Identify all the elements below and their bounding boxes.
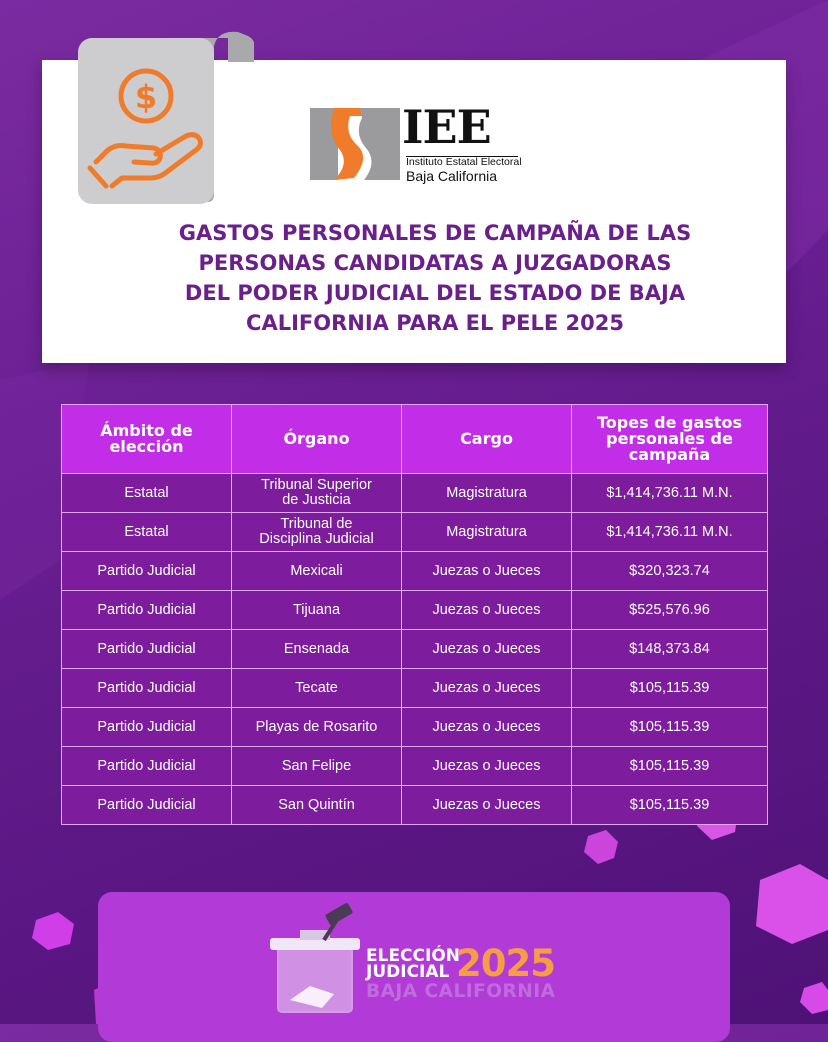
brand-year: 2025 — [456, 942, 555, 985]
cell-text: de Justicia — [282, 492, 351, 508]
election-brand — [366, 942, 556, 1002]
table-row — [62, 786, 768, 825]
cell-text: Estatal — [124, 523, 169, 540]
cell-text: Tijuana — [292, 601, 341, 618]
table-cell — [62, 786, 232, 825]
table-cell — [62, 474, 232, 513]
table-cell — [572, 747, 768, 786]
title-line: DEL PODER JUDICIAL DEL ESTADO DE BAJA — [184, 281, 686, 305]
table-row — [62, 747, 768, 786]
cell-text: Partido Judicial — [97, 679, 196, 696]
table-cell — [402, 747, 572, 786]
table-cell — [402, 513, 572, 552]
cell-text: Partido Judicial — [97, 796, 196, 813]
cell-text: Tribunal de — [280, 516, 353, 532]
table-cell — [232, 669, 402, 708]
table-row — [62, 708, 768, 747]
column-header-line: personales de — [606, 429, 733, 448]
cell-text: Magistratura — [446, 523, 527, 540]
column-header — [572, 405, 768, 474]
iee-logo — [310, 100, 525, 188]
table-cell — [62, 708, 232, 747]
table-cell — [62, 591, 232, 630]
title-line: PERSONAS CANDIDATAS A JUZGADORAS — [198, 251, 672, 275]
table-row — [62, 669, 768, 708]
table-cell — [232, 747, 402, 786]
cell-text: Partido Judicial — [97, 757, 196, 774]
column-header-line: Órgano — [283, 429, 350, 448]
column-header-line: elección — [109, 437, 184, 456]
title-line: CALIFORNIA PARA EL PELE 2025 — [246, 311, 624, 335]
table-cell — [402, 630, 572, 669]
column-header-line: Ámbito de — [100, 421, 193, 440]
column-header — [232, 405, 402, 474]
cell-text: Partido Judicial — [97, 640, 196, 657]
cell-text: $1,414,736.11 M.N. — [606, 523, 733, 540]
cell-text: Tecate — [295, 679, 338, 696]
column-header-line: Topes de gastos — [597, 413, 742, 432]
table-row — [62, 630, 768, 669]
cell-text: Partido Judicial — [97, 601, 196, 618]
table-cell — [232, 552, 402, 591]
cell-text: Juezas o Jueces — [432, 718, 541, 735]
column-header-line: campaña — [628, 445, 711, 464]
table-row — [62, 591, 768, 630]
table-cell — [572, 552, 768, 591]
cell-text: $105,115.39 — [629, 796, 710, 813]
cell-text: Mexicali — [290, 562, 343, 579]
brand-line-eleccion: ELECCIÓN — [366, 946, 461, 966]
page-title — [100, 218, 770, 338]
table-row — [62, 513, 768, 552]
cell-text: San Felipe — [281, 757, 352, 774]
cell-text: Juezas o Jueces — [432, 562, 541, 579]
table-cell — [232, 630, 402, 669]
table-cell — [232, 786, 402, 825]
cell-text: Juezas o Jueces — [432, 601, 541, 618]
table-cell — [402, 786, 572, 825]
table-cell — [232, 591, 402, 630]
table-cell — [572, 630, 768, 669]
table-cell — [572, 786, 768, 825]
table-row — [62, 552, 768, 591]
logo-institute-name: Instituto Estatal Electoral — [406, 156, 522, 168]
cell-text: Ensenada — [283, 640, 350, 657]
cell-text: Juezas o Jueces — [432, 796, 541, 813]
logo-state-name: Baja California — [406, 168, 498, 184]
table-cell — [62, 552, 232, 591]
table-cell — [232, 513, 402, 552]
table-cell — [62, 669, 232, 708]
table-cell — [572, 513, 768, 552]
table-row — [62, 474, 768, 513]
cell-text: Tribunal Superior — [261, 477, 372, 493]
brand-line-state: BAJA CALIFORNIA — [366, 981, 556, 1002]
cell-text: Partido Judicial — [97, 562, 196, 579]
column-header-line: Cargo — [460, 429, 513, 448]
table-cell — [402, 591, 572, 630]
cell-text: Disciplina Judicial — [259, 531, 374, 547]
cell-text: Partido Judicial — [97, 718, 196, 735]
cell-text: Juezas o Jueces — [432, 640, 541, 657]
cell-text: San Quintín — [278, 796, 355, 813]
table-cell — [402, 552, 572, 591]
column-header — [402, 405, 572, 474]
cell-text: Playas de Rosarito — [255, 718, 378, 735]
table-cell — [62, 513, 232, 552]
table-cell — [232, 708, 402, 747]
cell-text: $105,115.39 — [629, 679, 710, 696]
table-cell — [572, 708, 768, 747]
table-cell — [402, 474, 572, 513]
cell-text: $105,115.39 — [629, 757, 710, 774]
title-line: GASTOS PERSONALES DE CAMPAÑA DE LAS — [178, 221, 692, 245]
cell-text: Estatal — [124, 484, 169, 501]
cell-text: $320,323.74 — [629, 562, 710, 579]
table-cell — [572, 591, 768, 630]
cell-text: Juezas o Jueces — [432, 679, 541, 696]
table-cell — [572, 474, 768, 513]
money-hand-icon — [78, 30, 254, 204]
table-cell — [402, 708, 572, 747]
iee-emblem — [310, 104, 402, 186]
cell-text: Magistratura — [446, 484, 527, 501]
table-cell — [232, 474, 402, 513]
cell-text: $148,373.84 — [629, 640, 710, 657]
table-cell — [402, 669, 572, 708]
cell-text: $105,115.39 — [629, 718, 710, 735]
cell-text: $1,414,736.11 M.N. — [606, 484, 733, 501]
svg-text:$: $ — [134, 78, 158, 116]
logo-acronym: IEE — [402, 100, 491, 154]
brand-line-judicial: JUDICIAL — [366, 962, 450, 982]
table-cell — [62, 630, 232, 669]
cell-text: $525,576.96 — [629, 601, 710, 618]
ballot-box-gavel-icon — [260, 900, 380, 1020]
table-cell — [572, 669, 768, 708]
column-header — [62, 405, 232, 474]
spending-limits-table — [61, 404, 768, 825]
cell-text: Juezas o Jueces — [432, 757, 541, 774]
table-header-row — [62, 405, 768, 474]
table-cell — [62, 747, 232, 786]
